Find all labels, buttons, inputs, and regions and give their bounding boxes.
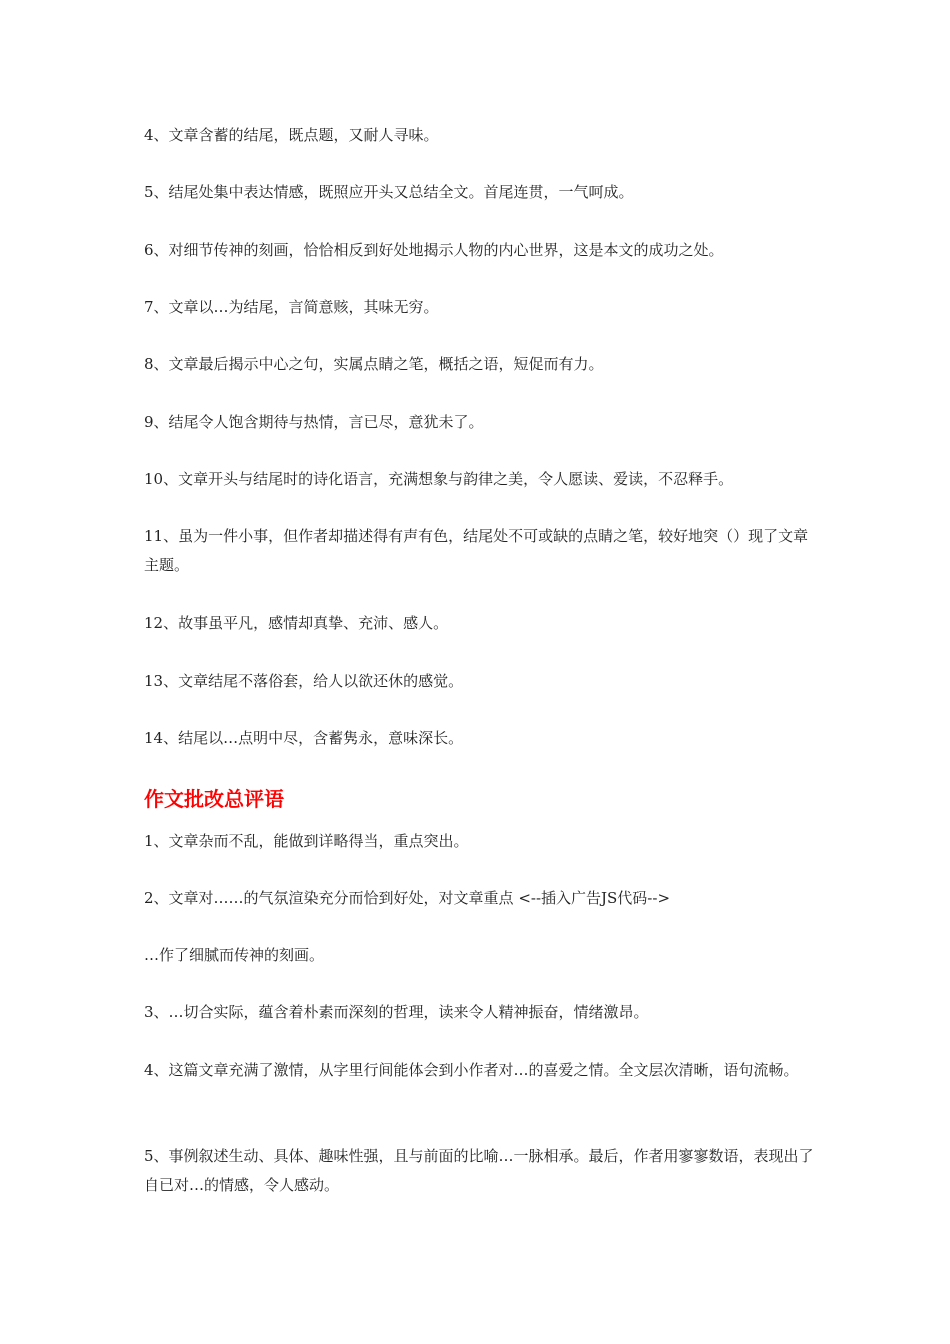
summary-item-3: 3、…切合实际，蕴含着朴素而深刻的哲理，读来令人精神振奋，情绪激昂。 <box>144 1003 649 1021</box>
comment-item-8: 8、文章最后揭示中心之句，实属点睛之笔，概括之语，短促而有力。 <box>144 355 604 373</box>
comment-item-7: 7、文章以…为结尾，言简意赅，其味无穷。 <box>144 298 439 316</box>
section-heading: 作文批改总评语 <box>144 787 284 811</box>
comment-item-11: 11、虽为一件小事，但作者却描述得有声有色，结尾处不可或缺的点睛之笔，较好地突（）现了文章主题。 <box>144 527 809 574</box>
comment-item-14: 14、结尾以…点明中尽，含蓄隽永，意味深长。 <box>144 729 464 747</box>
comment-item-4: 4、文章含蓄的结尾，既点题，又耐人寻味。 <box>144 126 439 144</box>
comment-item-6: 6、对细节传神的刻画，恰恰相反到好处地揭示人物的内心世界，这是本文的成功之处。 <box>144 241 724 259</box>
comment-item-12: 12、故事虽平凡，感情却真挚、充沛、感人。 <box>144 614 449 632</box>
summary-item-2: 2、文章对……的气氛渲染充分而恰到好处，对文章重点 <--插入广告JS代码--> <box>144 889 671 907</box>
comment-item-13: 13、文章结尾不落俗套，给人以欲还休的感觉。 <box>144 672 464 690</box>
summary-item-4: 4、这篇文章充满了激情，从字里行间能体会到小作者对…的喜爱之情。全文层次清晰，语句流畅。 <box>144 1061 799 1079</box>
summary-item-2-continued: …作了细腻而传神的刻画。 <box>144 946 325 964</box>
summary-item-5: 5、事例叙述生动、具体、趣味性强，且与前面的比喻…一脉相承。最后，作者用寥寥数语，表现出了自已对…的情感，令人感动。 <box>144 1147 814 1194</box>
comment-item-9: 9、结尾令人饱含期待与热情，言已尽，意犹未了。 <box>144 413 484 431</box>
comment-item-5: 5、结尾处集中表达情感，既照应开头又总结全文。首尾连贯，一气呵成。 <box>144 183 634 201</box>
summary-item-1: 1、文章杂而不乱，能做到详略得当，重点突出。 <box>144 832 469 850</box>
comment-item-10: 10、文章开头与结尾时的诗化语言，充满想象与韵律之美，令人愿读、爱读，不忍释手。 <box>144 470 734 488</box>
